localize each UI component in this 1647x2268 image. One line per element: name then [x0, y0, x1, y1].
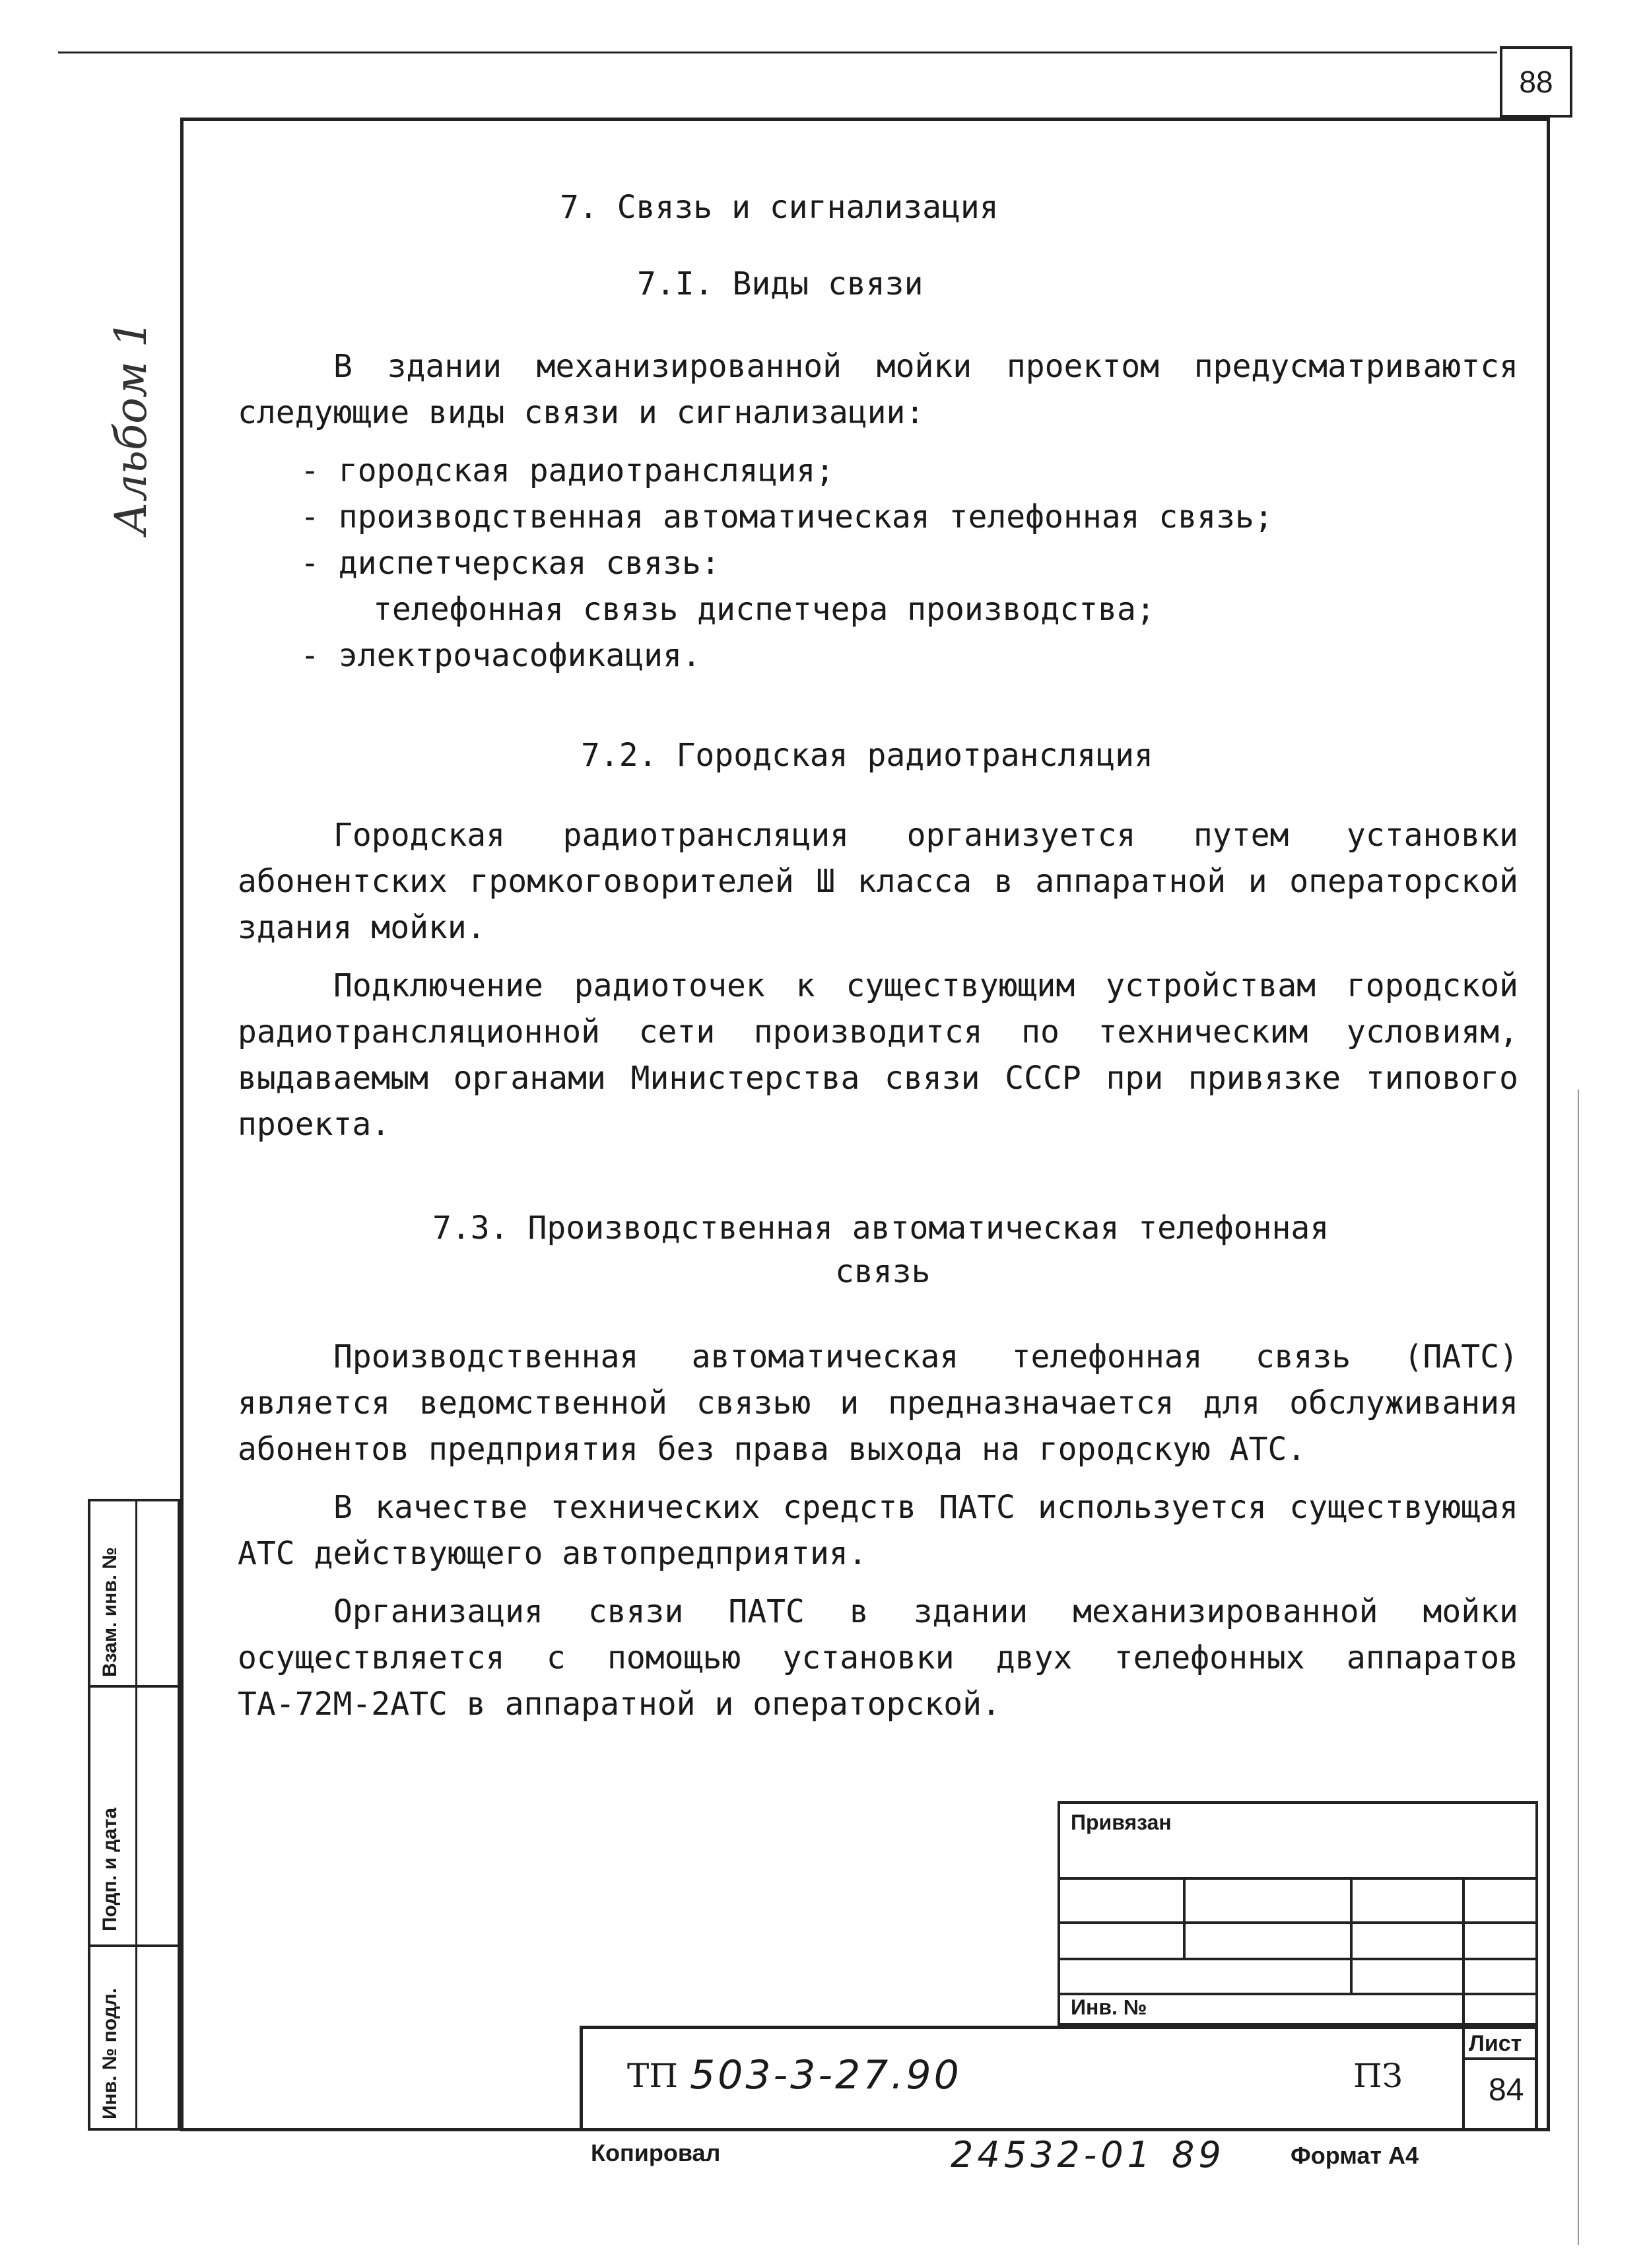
- stamp-vzam-inv: Взам. инв. №: [99, 1547, 121, 1677]
- section-7-3-title-line-2: связь: [835, 1253, 931, 1290]
- stamp-divider: [135, 1499, 137, 2131]
- doc-prefix: ТП: [627, 2057, 678, 2095]
- title-block-upper: [1058, 1801, 1538, 2026]
- section-7-3-paragraph-1: Производственная автоматическая телефонная связь (ПАТС) является ведомственной связью и предназначается для обслуживания абонентов предприятия без права выхода на городскую АТС.: [238, 1338, 1518, 1468]
- top-rule: [58, 52, 1497, 53]
- section-7-3-paragraph-2: В качестве технических средств ПАТС используется существующая АТС действующего автопредприятия.: [238, 1489, 1518, 1572]
- list-item: - городская радиотрансляция;: [300, 452, 835, 489]
- section-7-3-body: [238, 1334, 1518, 1739]
- tb-line: [1058, 1921, 1538, 1924]
- section-7-title: 7. Связь и сигнализация: [560, 189, 999, 226]
- stamp-row-line: [88, 1685, 180, 1688]
- section-7-1-intro: В здании механизированной мойки проектом предусматриваются следующие виды связи и сигнализации:: [238, 348, 1518, 431]
- section-7-1-body: [238, 343, 1518, 679]
- tb-line: [1462, 2026, 1465, 2131]
- list-item: - производственная автоматическая телефонная связь;: [300, 498, 1273, 535]
- communication-types-list: [238, 448, 1518, 679]
- section-7-2-title: 7.2. Городская радиотрансляция: [581, 737, 1153, 774]
- sheet-value: 84: [1489, 2073, 1524, 2108]
- tb-line: [1462, 1877, 1465, 2026]
- margin-line: [1578, 1089, 1579, 2245]
- tb-line: [1058, 1958, 1538, 1960]
- list-item: - диспетчерская связь:: [300, 545, 720, 582]
- section-7-2-body: [238, 812, 1518, 1159]
- section-7-2-paragraph-1: Городская радиотрансляция организуется путем установки абонентских громкоговорителей Ш класса в аппаратной и операторской здания мойки.: [238, 817, 1518, 946]
- handwritten-page: 89: [1172, 2134, 1225, 2176]
- section-code: ПЗ: [1353, 2057, 1403, 2095]
- format-label: Формат А4: [1291, 2142, 1419, 2169]
- section-7-3-paragraph-3: Организация связи ПАТС в здании механизированной мойки осуществляется с помощью установки двух телефонных аппаратов ТА-72М-2АТС в аппаратной и операторской.: [238, 1593, 1518, 1723]
- kopiroval-label: Копировал: [591, 2139, 721, 2166]
- stamp-row-line: [88, 1944, 180, 1947]
- tb-line: [1350, 1877, 1353, 1993]
- privyazan-label: Привязан: [1071, 1810, 1172, 1834]
- section-7-3-title-line-1: 7.3. Производственная автоматическая телефонная: [432, 1210, 1329, 1247]
- tb-line: [1462, 2057, 1538, 2060]
- section-7-1-title: 7.I. Виды связи: [637, 265, 924, 302]
- stamp-inv-podl: Инв. № подл.: [99, 1987, 121, 2119]
- inv-no-label: Инв. №: [1071, 1995, 1147, 2019]
- album-margin-note: Альбом 1: [106, 320, 156, 535]
- tb-line: [1058, 1877, 1538, 1880]
- stamp-podp-data: Подп. и дата: [99, 1807, 121, 1931]
- list-item: телефонная связь диспетчера производства;: [373, 591, 1155, 628]
- sheet-number: 88: [1500, 46, 1572, 118]
- order-number: 24532-01: [951, 2134, 1154, 2176]
- section-7-2-paragraph-2: Подключение радиоточек к существующим устройствам городской радиотрансляционной сети производится по техническим условиям, выдаваемым органами Министерства связи СССР при привязке типового проекта.: [238, 967, 1518, 1143]
- tb-line: [1183, 1877, 1186, 1958]
- list-label: Лист: [1469, 2031, 1522, 2056]
- doc-number: 503-3-27.90: [690, 2052, 962, 2098]
- list-item: - электрочасофикация.: [300, 637, 701, 674]
